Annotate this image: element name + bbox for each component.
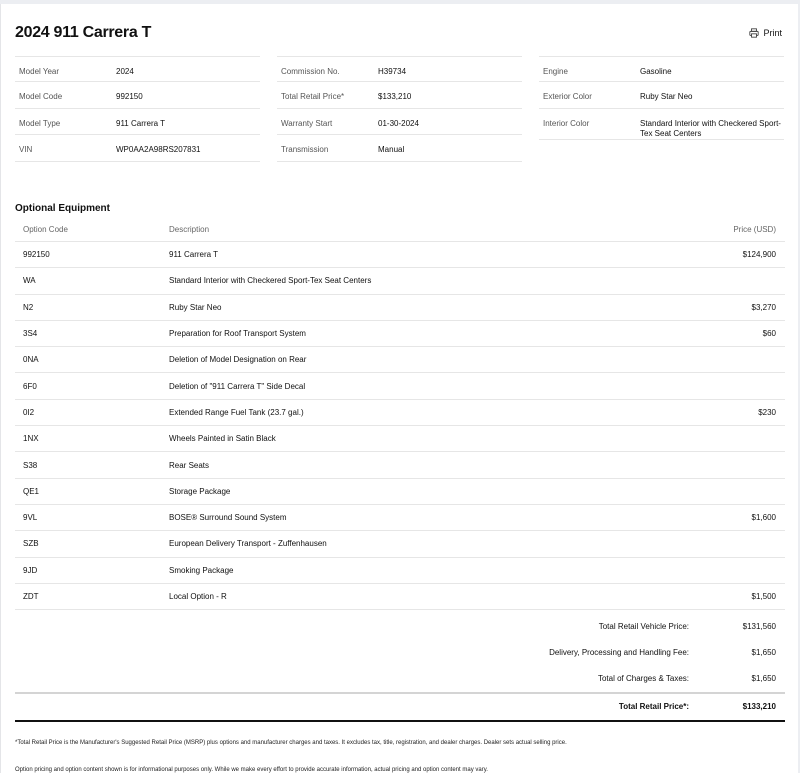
print-button[interactable]	[749, 28, 782, 38]
table-row	[15, 400, 785, 426]
option-code: 6F0	[23, 381, 37, 391]
spec-label: Model Type	[19, 118, 61, 128]
vehicle-details-card	[0, 4, 798, 773]
table-row	[15, 321, 785, 347]
spec-row	[277, 135, 522, 161]
charges-taxes-label: Total of Charges & Taxes:	[597, 674, 689, 684]
option-price: $60	[762, 329, 776, 339]
msrp-footnote: *Total Retail Price is the Manufacturer's Suggested Retail Price (MSRP) plus options and manufacturer charges and taxes. It excludes tax, title, registration, and dealer charges. Dealer sets actual selling price.	[15, 740, 567, 746]
option-code: ZDT	[23, 592, 39, 601]
table-row	[15, 268, 785, 294]
option-code: SZB	[23, 539, 39, 549]
option-description: Deletion of Model Designation on Rear	[169, 355, 307, 365]
spec-row	[15, 56, 260, 82]
vehicle-price-row	[15, 613, 785, 639]
table-row	[15, 295, 785, 321]
option-description: Local Option - R	[169, 592, 227, 601]
disclaimer-footnote: Option pricing and option content shown is for informational purposes only. While we make every effort to provide accurate information, actual pricing and option content may vary.	[15, 767, 488, 773]
option-code: 992150	[23, 250, 50, 260]
table-row	[15, 242, 785, 268]
charges-taxes-value: $1,650	[751, 674, 776, 684]
price-totals	[15, 613, 785, 722]
grand-total-row	[15, 694, 785, 722]
table-row	[15, 347, 785, 373]
spec-row	[539, 82, 784, 108]
spec-row	[539, 56, 784, 82]
optional-equipment-table	[15, 218, 785, 610]
option-description: Storage Package	[169, 486, 231, 496]
spec-value: Gasoline	[640, 67, 672, 76]
spec-value: WP0AA2A98RS207831	[116, 145, 201, 155]
charges-taxes-row	[15, 666, 785, 692]
header-description: Description	[169, 225, 210, 234]
table-row	[15, 373, 785, 399]
option-price: $230	[758, 407, 776, 417]
option-code: 1NX	[23, 434, 39, 444]
table-row	[15, 479, 785, 505]
option-description: Smoking Package	[169, 565, 234, 575]
option-price: $3,270	[751, 302, 776, 312]
delivery-fee-row	[15, 639, 785, 665]
spec-row	[277, 56, 522, 82]
spec-value: Ruby Star Neo	[640, 92, 693, 102]
option-code: 0NA	[23, 355, 39, 365]
spec-value: Manual	[378, 145, 405, 155]
header-price: Price (USD)	[733, 225, 776, 234]
spec-value: 911 Carrera T	[116, 118, 166, 128]
spec-row	[15, 135, 260, 161]
grand-total-value: $133,210	[742, 702, 776, 712]
table-row	[15, 426, 785, 452]
print-label: Print	[763, 28, 782, 38]
specs-column-2	[277, 56, 522, 162]
option-code: 0I2	[23, 407, 35, 417]
table-row	[15, 452, 785, 478]
specs-column-1	[15, 56, 260, 162]
option-description: BOSE® Surround Sound System	[169, 513, 287, 523]
spec-label: Total Retail Price*	[281, 92, 345, 102]
vehicle-price-label: Total Retail Vehicle Price:	[598, 621, 689, 631]
printer-icon	[749, 28, 759, 38]
header-option-code: Option Code	[23, 225, 68, 234]
spec-value: Standard Interior with Checkered Sport-Tex Seat Centers	[640, 118, 781, 138]
option-code: N2	[23, 302, 34, 312]
option-price: $1,500	[751, 592, 776, 601]
spec-row	[277, 82, 522, 108]
grand-total-label: Total Retail Price*:	[618, 702, 689, 712]
option-description: Extended Range Fuel Tank (23.7 gal.)	[169, 407, 304, 417]
option-description: Ruby Star Neo	[169, 302, 222, 312]
table-row	[15, 505, 785, 531]
table-row	[15, 558, 785, 584]
option-description: Rear Seats	[169, 460, 210, 470]
vehicle-price-value: $131,560	[742, 621, 776, 631]
spec-label: VIN	[19, 145, 33, 155]
spec-value: 992150	[116, 92, 143, 102]
spec-row	[277, 109, 522, 135]
spec-label: Engine	[543, 67, 568, 76]
spec-row	[539, 109, 784, 140]
spec-label: Warranty Start	[281, 118, 333, 128]
option-price: $1,600	[751, 513, 776, 523]
spec-row	[15, 109, 260, 135]
option-code: QE1	[23, 486, 40, 496]
option-description: Deletion of "911 Carrera T" Side Decal	[169, 381, 306, 391]
spec-label: Commission No.	[281, 67, 340, 76]
spec-label: Exterior Color	[543, 92, 592, 102]
option-description: Wheels Painted in Satin Black	[169, 434, 276, 444]
delivery-fee-value: $1,650	[751, 647, 776, 657]
spec-value: 01-30-2024	[378, 118, 419, 128]
option-description: European Delivery Transport - Zuffenhausen	[169, 539, 327, 549]
specs-column-3	[539, 56, 784, 140]
spec-value: $133,210	[378, 92, 412, 102]
table-row	[15, 531, 785, 557]
option-code: 9VL	[23, 513, 38, 523]
table-header	[15, 218, 785, 242]
page-title: 2024 911 Carrera T	[15, 24, 152, 41]
spec-row	[15, 82, 260, 108]
spec-label: Transmission	[281, 145, 329, 155]
spec-value: 2024	[116, 67, 134, 76]
option-description: Preparation for Roof Transport System	[169, 329, 306, 339]
option-price: $124,900	[742, 250, 776, 260]
table-body	[15, 242, 785, 610]
option-code: 3S4	[23, 329, 38, 339]
delivery-fee-label: Delivery, Processing and Handling Fee:	[549, 647, 689, 657]
option-code: S38	[23, 460, 38, 470]
spec-label: Model Code	[19, 92, 63, 102]
table-row	[15, 584, 785, 610]
option-code: WA	[23, 276, 36, 286]
spec-label: Model Year	[19, 67, 60, 76]
option-code: 9JD	[23, 565, 38, 575]
optional-equipment-title: Optional Equipment	[15, 203, 110, 214]
option-description: Standard Interior with Checkered Sport-Tex Seat Centers	[169, 276, 372, 286]
option-description: 911 Carrera T	[169, 250, 219, 260]
spec-label: Interior Color	[543, 118, 590, 128]
spec-value: H39734	[378, 67, 407, 76]
